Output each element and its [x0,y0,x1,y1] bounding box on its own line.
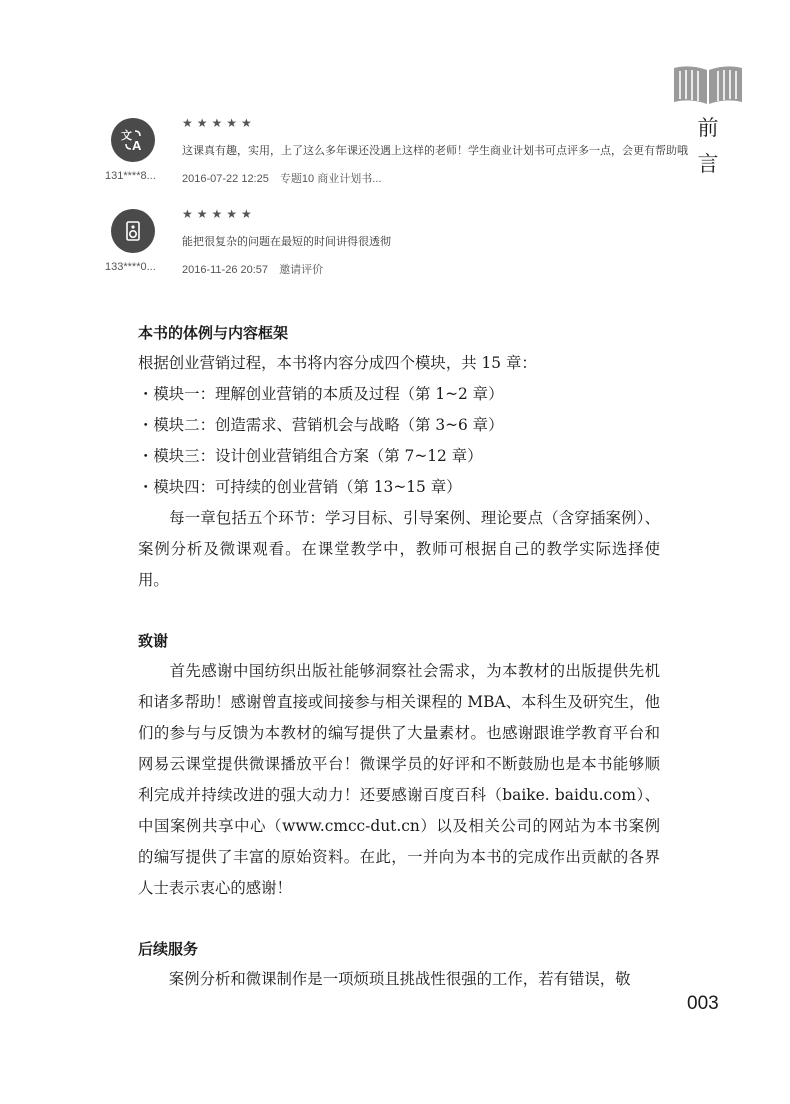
review-text: 能把很复杂的问题在最短的时间讲得很透彻 [182,236,391,248]
module-item: ・模块二：创造需求、营销机会与战略（第 3~6 章） [138,416,504,434]
framework-body: 每一章包括五个环节：学习目标、引导案例、理论要点（含穿插案例）、案例分析及微课观看。在课堂教学中，教师可根据自己的教学实际选择使用。 [138,509,660,589]
chapter-side-tab [672,62,744,178]
open-book-icon [672,62,744,108]
review-user: 131****8... [105,170,156,182]
chapter-title-char-2: 言 [697,152,719,176]
review-text: 这课真有趣，实用，上了这么多年课还没遇上这样的老师！学生商业计划书可点评多一点，会更有帮助哦 [182,145,688,157]
thanks-body: 首先感谢中国纺织出版社能够洞察社会需求，为本教材的出版提供先机和诸多帮助！感谢曾直接或间接参与相关课程的 MBA、本科生及研究生，他们的参与与反馈为本教材的编写提供了大量素材。也感谢跟谁学教育平台和网易云课堂提供微课播放平台！微课学员的好评和不断鼓励也是本书能够顺利完成并持续改进的强大动力！还要感谢百度百科（baike. baidu.com）、中国案例共享中心（www.cmcc-dut.cn）以及相关公司的网站为本书案例的编写提供了丰富的原始资料。在此，一并向为本书的完成作出贡献的各界人士表示衷心的感谢！ [138,662,660,897]
section-heading-framework: 本书的体例与内容框架 [138,324,289,342]
translate-icon [119,126,147,154]
review-user: 133****0... [105,261,156,273]
page-number: 003 [687,993,719,1014]
framework-intro: 根据创业营销过程，本书将内容分成四个模块，共 15 章： [138,354,537,372]
review-meta [182,261,323,277]
service-body: 案例分析和微课制作是一项烦琐且挑战性很强的工作，若有错误，敬 [138,970,631,988]
review-stars: ★★★★★ [182,116,256,130]
page-content [138,318,660,995]
review-meta [182,170,381,186]
review-date: 2016-07-22 12:25 [182,173,269,185]
review-context: 邀请评价 [279,264,324,276]
review-stars: ★★★★★ [182,207,256,221]
review-date: 2016-11-26 20:57 [182,264,269,276]
avatar [111,209,155,253]
module-item: ・模块一：理解创业营销的本质及过程（第 1~2 章） [138,385,504,403]
module-item: ・模块四：可持续的创业营销（第 13~15 章） [138,478,462,496]
review-context: 专题10 商业计划书... [279,173,382,185]
svg-text:A: A [132,138,142,153]
svg-text:文: 文 [121,130,132,142]
avatar [111,118,155,162]
speaker-icon [121,219,145,243]
chapter-title-char-1: 前 [697,116,719,140]
section-heading-thanks: 致谢 [138,632,169,650]
module-item: ・模块三：设计创业营销组合方案（第 7~12 章） [138,447,483,465]
section-heading-service: 后续服务 [138,940,199,958]
